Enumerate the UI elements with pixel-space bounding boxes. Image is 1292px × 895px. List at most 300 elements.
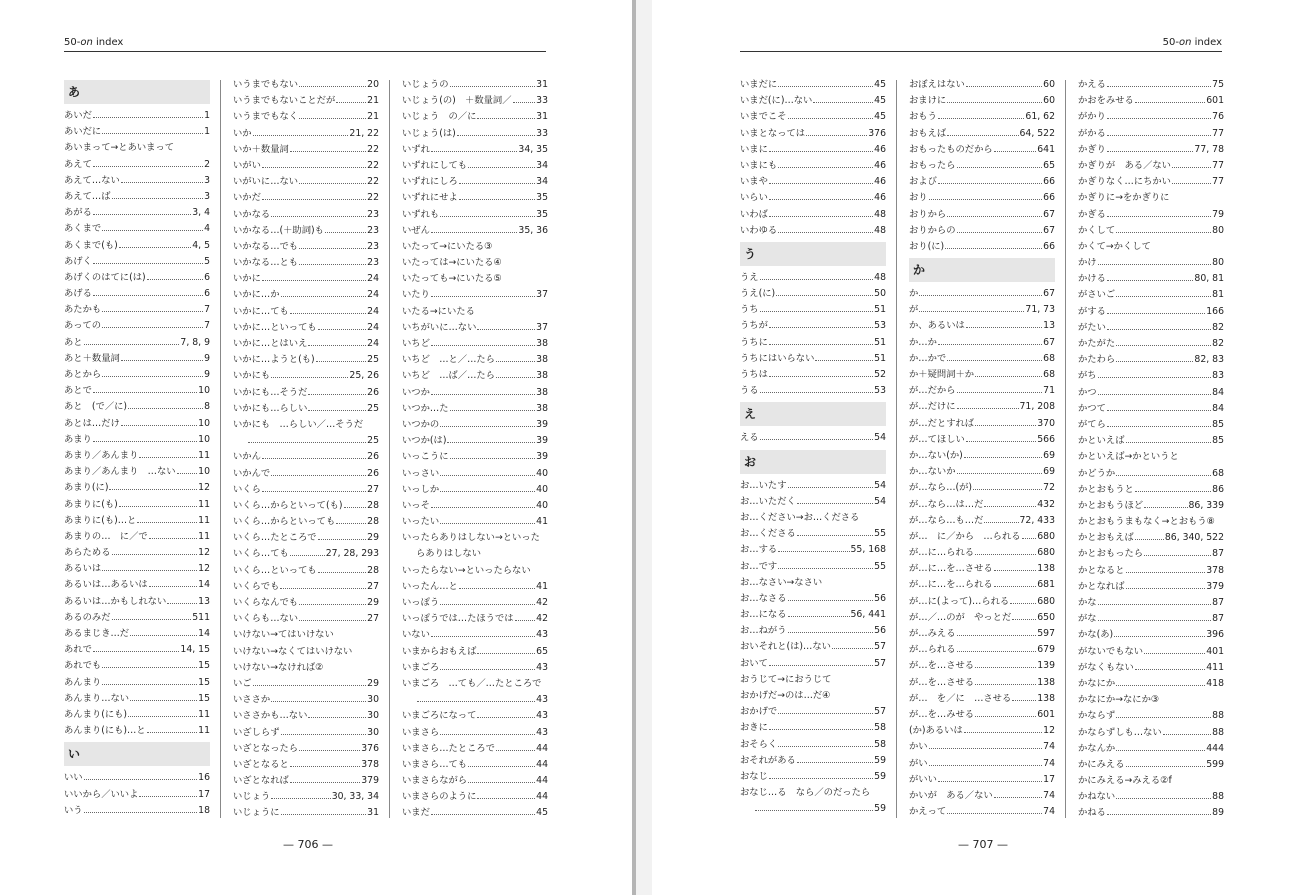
index-entry <box>402 417 548 433</box>
leader-dots <box>253 685 367 686</box>
leader-dots <box>788 632 874 633</box>
index-entry <box>909 594 1055 610</box>
index-term: あとから <box>64 369 102 380</box>
running-head-left: 50-on index <box>64 37 124 48</box>
index-term: が…に…られる <box>909 547 975 559</box>
leader-dots <box>84 779 198 780</box>
index-term: (か)あるいは <box>909 725 963 737</box>
page-reference: 26 <box>367 467 379 479</box>
index-term: うる <box>740 385 759 397</box>
index-term: いうまでもない <box>233 79 299 90</box>
index-term: が…を…みせる <box>909 708 975 720</box>
leader-dots <box>1022 538 1037 539</box>
page-reference: 59 <box>874 803 886 815</box>
leader-dots <box>778 568 873 569</box>
index-entry <box>1078 271 1224 287</box>
index-entry <box>1078 546 1224 562</box>
index-entry <box>233 352 379 368</box>
page-reference: 82, 83 <box>1194 354 1224 366</box>
index-term: がさいご <box>1078 289 1116 301</box>
index-entry <box>1078 725 1224 741</box>
index-entry <box>909 432 1055 448</box>
index-term: がないでもない <box>1078 645 1144 657</box>
index-term: いざとなったら <box>233 742 299 754</box>
leader-dots <box>966 327 1042 328</box>
page-reference: 69 <box>1043 466 1055 478</box>
index-entry <box>740 575 886 591</box>
leader-dots <box>299 264 366 265</box>
index-term: いずれも <box>402 208 440 220</box>
index-term: いい <box>64 772 83 784</box>
header-rule-left <box>64 51 546 52</box>
page-reference: 15 <box>198 692 210 704</box>
page-reference: 4 <box>204 223 210 235</box>
index-entry <box>233 725 379 741</box>
index-entry <box>233 174 379 190</box>
leader-dots <box>299 248 366 249</box>
leader-dots <box>1135 539 1164 540</box>
leader-dots <box>102 133 203 134</box>
leader-dots <box>281 734 367 735</box>
index-term: が…を…させる <box>909 660 975 672</box>
page-reference: 30 <box>367 726 379 738</box>
leader-dots <box>290 313 366 314</box>
index-term: おもったものだから <box>909 143 993 155</box>
index-term: あまりの… に／で <box>64 530 148 542</box>
leader-dots <box>262 491 366 492</box>
leader-dots <box>477 118 535 119</box>
index-term: が…に…を…られる <box>909 579 993 591</box>
page-reference: 28 <box>367 499 379 511</box>
index-term: いたる→にいたる <box>402 305 475 317</box>
index-term: いずれ <box>402 143 430 155</box>
index-entry <box>233 255 379 271</box>
index-entry <box>402 482 548 498</box>
page-reference: 44 <box>536 742 548 754</box>
page-reference: 88 <box>1212 726 1224 738</box>
index-term: いずれにせよ <box>402 192 458 204</box>
index-term: いつかの <box>402 418 440 430</box>
page-reference: 4, 5 <box>192 239 210 251</box>
page-reference: 28 <box>367 564 379 576</box>
index-entry <box>233 660 379 676</box>
index-entry <box>233 271 379 287</box>
index-entry <box>909 207 1055 223</box>
page-reference: 29 <box>367 532 379 544</box>
index-entry <box>909 788 1055 804</box>
index-entry <box>740 126 886 142</box>
leader-dots <box>299 604 366 605</box>
leader-dots <box>1098 394 1212 395</box>
index-term: がち <box>1078 370 1097 382</box>
page-reference: 48 <box>874 208 886 220</box>
index-term: いじょう(は) <box>402 127 456 139</box>
leader-dots <box>994 797 1042 798</box>
index-entry <box>233 223 379 239</box>
leader-dots <box>280 588 366 589</box>
page-reference: 71, 208 <box>1019 401 1055 413</box>
page-reference: 87 <box>1212 597 1224 608</box>
index-entry <box>233 546 379 562</box>
leader-dots <box>947 216 1042 217</box>
right-page <box>652 0 1292 895</box>
page-reference: 77, 78 <box>1194 143 1224 155</box>
page-reference: 41 <box>536 516 548 528</box>
leader-dots <box>290 766 360 767</box>
index-term: あれでも <box>64 660 102 672</box>
page-reference: 38 <box>536 354 548 366</box>
leader-dots <box>984 506 1036 507</box>
index-entry <box>909 707 1055 723</box>
leader-dots <box>813 102 873 103</box>
index-entry <box>64 642 210 658</box>
index-entry <box>402 271 548 287</box>
page-reference: 12 <box>198 482 210 494</box>
page-reference: 68 <box>1212 467 1224 479</box>
page-reference: 65 <box>536 645 548 657</box>
index-term: いっさい <box>402 467 440 479</box>
index-term: か…かで <box>909 352 947 364</box>
index-term: あと <box>64 336 83 348</box>
index-term: かねない <box>1078 791 1116 803</box>
index-term: いつか…た <box>402 402 449 414</box>
index-term: がかる <box>1078 127 1106 139</box>
index-entry <box>233 385 379 401</box>
page-reference: 72, 433 <box>1019 514 1055 526</box>
leader-dots <box>769 778 873 779</box>
index-entry <box>909 416 1055 432</box>
index-entry <box>402 546 548 562</box>
running-head-right: 50-on index <box>1162 37 1222 48</box>
leader-dots <box>769 729 873 730</box>
page-reference: 31 <box>536 111 548 123</box>
leader-dots <box>84 812 198 813</box>
index-entry <box>402 692 548 708</box>
index-term: うちに <box>740 336 768 348</box>
page-reference: 67 <box>1043 208 1055 220</box>
column-divider <box>1065 80 1066 818</box>
page-reference: 1 <box>204 126 210 138</box>
index-term: かぎりに→をかぎりに <box>1078 192 1170 204</box>
index-entry <box>1078 77 1224 93</box>
leader-dots <box>975 716 1036 717</box>
page-reference: 57 <box>874 706 886 718</box>
index-term: いまごろになって <box>402 710 477 722</box>
leader-dots <box>832 648 873 649</box>
leader-dots <box>788 118 874 119</box>
page-reference: 379 <box>1206 580 1224 592</box>
page-reference: 40 <box>536 483 548 495</box>
leader-dots <box>760 311 874 312</box>
page-reference: 87 <box>1212 613 1224 625</box>
index-term: いかに <box>233 273 261 285</box>
index-column <box>402 77 548 822</box>
leader-dots <box>513 102 536 103</box>
index-term: あと＋数量詞 <box>64 352 120 364</box>
page-reference: 24 <box>367 305 379 317</box>
leader-dots <box>947 135 1018 136</box>
index-term: いまさら <box>402 726 440 738</box>
leader-dots <box>109 489 197 490</box>
index-entry <box>64 529 210 545</box>
leader-dots <box>308 345 366 346</box>
leader-dots <box>1172 167 1211 168</box>
leader-dots <box>112 198 204 199</box>
leader-dots <box>271 216 366 217</box>
leader-dots <box>1107 426 1211 427</box>
leader-dots <box>336 102 366 103</box>
leader-dots <box>1107 135 1211 136</box>
page-reference: 40 <box>536 467 548 479</box>
index-term: いちど …と／…たら <box>402 354 495 366</box>
index-entry <box>1078 805 1224 821</box>
index-term: が…なら…(が) <box>909 482 973 494</box>
leader-dots <box>769 376 873 377</box>
page-reference: 25 <box>367 402 379 414</box>
index-term: が…を…させる <box>909 676 975 688</box>
index-entry <box>909 109 1055 125</box>
leader-dots <box>119 247 192 248</box>
index-entry <box>402 77 548 93</box>
leader-dots <box>769 327 873 328</box>
index-entry <box>402 514 548 530</box>
index-entry <box>233 401 379 417</box>
index-term: かけ <box>1078 257 1097 269</box>
index-entry <box>909 772 1055 788</box>
index-entry <box>233 239 379 255</box>
page-reference: 25 <box>367 354 379 366</box>
leader-dots <box>957 408 1019 409</box>
index-term: あげく <box>64 255 92 267</box>
leader-dots <box>299 620 366 621</box>
page-reference: 67 <box>1043 288 1055 300</box>
index-entry <box>64 787 210 803</box>
index-term: いじょうの <box>402 79 449 90</box>
page-reference: 680 <box>1037 530 1055 542</box>
page-reference: 48 <box>874 224 886 236</box>
leader-dots <box>112 619 192 620</box>
index-entry <box>402 223 548 239</box>
index-column <box>909 77 1055 820</box>
index-entry <box>233 93 379 109</box>
page-reference: 43 <box>536 661 548 673</box>
index-entry <box>233 109 379 125</box>
index-entry <box>1078 482 1224 498</box>
index-term: かとおもうほど <box>1078 499 1144 511</box>
index-term: いまごろ <box>402 661 440 673</box>
index-term: いまごろ …ても／…たところで <box>402 677 542 689</box>
index-term: いご <box>233 677 252 689</box>
index-entry <box>909 723 1055 739</box>
index-entry <box>740 688 886 704</box>
leader-dots <box>760 439 874 440</box>
leader-dots <box>468 782 535 783</box>
index-entry <box>233 805 379 821</box>
index-entry <box>402 126 548 142</box>
index-entry <box>1078 660 1224 676</box>
index-entry <box>909 756 1055 772</box>
index-term: いかにも…らしい <box>233 402 308 414</box>
index-term: がかり <box>1078 111 1106 123</box>
page-reference: 39 <box>536 435 548 447</box>
index-term: いう <box>64 804 83 816</box>
index-entry <box>233 514 379 530</box>
leader-dots <box>1107 410 1211 411</box>
index-term: お…です <box>740 560 778 572</box>
index-entry <box>233 207 379 223</box>
index-entry <box>909 691 1055 707</box>
column-divider <box>896 80 897 818</box>
page-reference: 59 <box>874 754 886 766</box>
index-term: おそれがある <box>740 754 796 766</box>
page-reference: 401 <box>1206 645 1224 657</box>
index-term: あがる <box>64 207 92 219</box>
index-entry <box>1078 385 1224 401</box>
page-reference: 3, 4 <box>192 207 210 219</box>
index-term: いうまでもないことだが <box>233 95 336 107</box>
leader-dots <box>1107 329 1211 330</box>
leader-dots <box>281 814 367 815</box>
leader-dots <box>788 600 874 601</box>
page-reference: 566 <box>1037 433 1055 445</box>
leader-dots <box>112 554 198 555</box>
index-term: いくら…ても <box>233 548 289 560</box>
leader-dots <box>440 669 535 670</box>
page-reference: 12 <box>1043 725 1055 737</box>
leader-dots <box>139 796 197 797</box>
page-reference: 21, 22 <box>349 127 379 139</box>
leader-dots <box>440 216 535 217</box>
leader-dots <box>308 394 366 395</box>
index-term: いったらありはしない→といった <box>402 532 540 544</box>
index-term: いまからおもえば <box>402 645 477 657</box>
index-column <box>1078 77 1224 822</box>
index-entry <box>1078 190 1224 206</box>
index-term: いまだに <box>740 79 778 90</box>
index-term: あるいは…かもしれない <box>64 595 167 607</box>
page-reference: 418 <box>1206 677 1224 689</box>
index-term: かとおもえば <box>1078 532 1134 544</box>
index-term: いまさら…ても <box>402 758 468 770</box>
index-entry <box>233 757 379 773</box>
index-entry <box>64 594 210 610</box>
index-term: いけない→てはいけない <box>233 629 334 641</box>
leader-dots <box>102 376 203 377</box>
leader-dots <box>102 311 203 312</box>
leader-dots <box>477 798 535 799</box>
index-term: いくら…からといって(も) <box>233 499 343 511</box>
leader-dots <box>93 117 203 118</box>
page-reference: 48 <box>874 271 886 283</box>
leader-dots <box>1098 264 1212 265</box>
index-term: が…なら…は…だ <box>909 498 984 510</box>
page-reference: 17 <box>198 788 210 800</box>
leader-dots <box>957 392 1043 393</box>
leader-dots <box>1116 717 1211 718</box>
index-entry <box>64 270 210 286</box>
leader-dots <box>1144 507 1187 508</box>
page-reference: 432 <box>1037 498 1055 510</box>
index-entry <box>233 773 379 789</box>
index-entry <box>1078 644 1224 660</box>
index-entry <box>402 644 548 660</box>
page-reference: 7 <box>204 304 210 316</box>
page-reference: 31 <box>536 79 548 90</box>
page-reference: 71 <box>1043 385 1055 397</box>
page-reference: 138 <box>1037 692 1055 704</box>
index-entry <box>740 526 886 542</box>
index-entry <box>233 158 379 174</box>
index-term: いくらも…ない <box>233 613 299 625</box>
index-term: あんまり…ない <box>64 692 130 704</box>
index-entry <box>740 672 886 688</box>
index-term: いかんで <box>233 467 271 479</box>
index-term: あまり／あんまり …ない <box>64 466 176 478</box>
leader-dots <box>1116 296 1211 297</box>
page-reference: 67 <box>1043 336 1055 348</box>
index-entry <box>402 530 548 546</box>
index-term: いくら…といっても <box>233 564 317 576</box>
leader-dots <box>994 586 1037 587</box>
index-term: おきに <box>740 722 768 734</box>
index-entry <box>402 660 548 676</box>
page-reference: 14 <box>198 628 210 639</box>
index-term: いまでこそ <box>740 111 787 123</box>
page-reference: 34 <box>536 159 548 171</box>
leader-dots <box>938 344 1042 345</box>
page-reference: 679 <box>1037 644 1055 656</box>
leader-dots <box>271 377 348 378</box>
page-reference: 30 <box>367 710 379 722</box>
page-reference: 10 <box>198 466 210 478</box>
index-entry <box>402 741 548 757</box>
page-reference: 46 <box>874 176 886 188</box>
index-entry <box>740 270 886 286</box>
index-entry <box>402 304 548 320</box>
leader-dots <box>778 86 873 87</box>
page-reference: 14 <box>198 579 210 591</box>
index-term: おもったら <box>909 159 956 171</box>
leader-dots <box>1098 620 1212 621</box>
leader-dots <box>450 458 536 459</box>
leader-dots <box>431 394 535 395</box>
page-reference: 411 <box>1206 661 1224 673</box>
page-reference: 75 <box>1212 79 1224 90</box>
page-reference: 66 <box>1043 176 1055 188</box>
leader-dots <box>102 667 197 668</box>
leader-dots <box>957 473 1043 474</box>
index-term: あまりに(も)…と <box>64 514 137 526</box>
page-reference: 11 <box>198 514 210 526</box>
index-term: が…に…を…させる <box>909 563 993 575</box>
page-reference: 10 <box>198 417 210 429</box>
leader-dots <box>806 135 867 136</box>
index-entry <box>64 480 210 496</box>
page-reference: 38 <box>536 386 548 398</box>
leader-dots <box>769 183 873 184</box>
index-entry <box>740 93 886 109</box>
page-reference: 84 <box>1212 402 1224 414</box>
leader-dots <box>318 329 366 330</box>
leader-dots <box>457 135 535 136</box>
page-reference: 21 <box>367 95 379 107</box>
index-entry <box>740 769 886 785</box>
index-term: いがいに…ない <box>233 176 299 188</box>
page-reference: 680 <box>1037 595 1055 607</box>
leader-dots <box>128 716 197 717</box>
leader-dots <box>262 458 366 459</box>
leader-dots <box>440 523 535 524</box>
